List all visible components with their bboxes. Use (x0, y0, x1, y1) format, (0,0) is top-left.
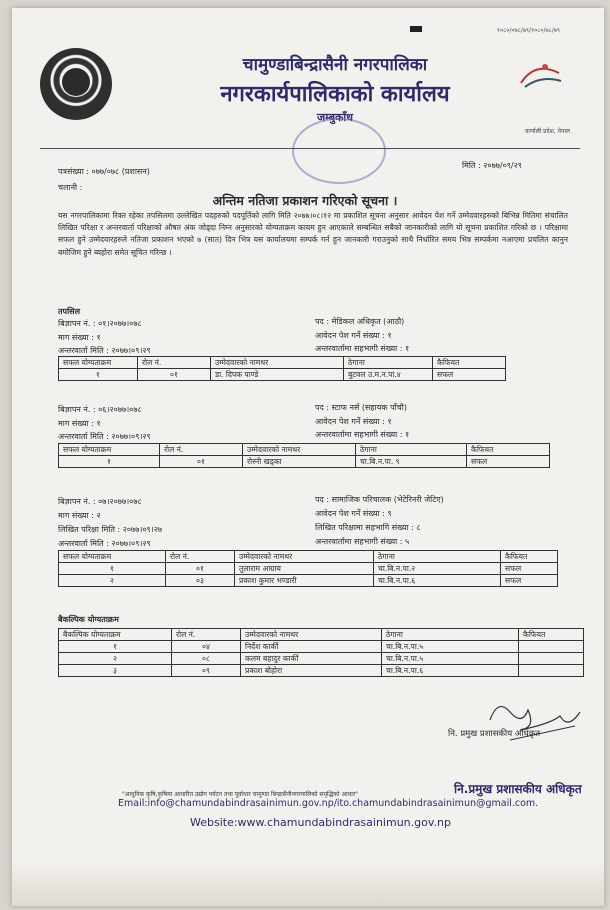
cell-rank: २ (59, 653, 172, 665)
post1-applicants: आवेदन पेश गर्ने संख्या : १ (315, 331, 392, 340)
cell-roll: ०३ (166, 575, 235, 587)
notice-body: यस नगरपालिकामा रिक्त रहेका तपसिलमा उल्लेखित पदहरुको पदपूर्तिको लागि मिति २०७७।०८।१२ मा प्रकाशित सूचना अनुसार आवेदन पेश गर्ने उम्मेदवारहरुको बिभिन्न मितिमा संचालित लिखित परिक्षा र अन्तरवार्ता परिक्षाको औषत अंक जोड्दा निम्न अनुसारको योग्यताक्रम कायम हुन आएकाले सम्बन्धित सबैको जानकारीको लागि यो सूचना प्रकाशित गरिको छ । परिक्षामा सफल हुने उम्मेदवारहरुले नतिजा प्रकाशन भएको ७ (सात) दिन भित्र यस कार्यालयमा सम्पर्क गर्न हुन जानकारी गराउनुको साथै निर्धारित समय भित्र सम्पर्कमा नआएमा प्रचलित कानुन बमोजिम हुने ब्यहोरा समेत सूचित गरिन्छ । (58, 211, 568, 257)
cell-remarks (519, 665, 584, 677)
cell-name: कलम बहादुर कार्की (241, 653, 382, 665)
col-rank: सफल योग्यताक्रम (59, 551, 166, 563)
col-address: ठेगाना (382, 629, 519, 641)
footer-slogan: "आधुनिक कृषि,कृषिमा आधारित उद्योग पर्यटन तथा पूर्वाधार चामुण्डा बिन्द्रासैनीनगरपालिको समृद्धिको आधार" (122, 791, 359, 798)
col-remarks: कैफियत (519, 629, 584, 641)
post3-post: पद : सामाजिक परिचालक (भेटेरिनरी जेटिए) (315, 495, 444, 504)
post3-applicants: आवेदन पेश गर्ने संख्या : ९ (315, 509, 392, 518)
footer-signatory: नि.प्रमुख प्रशासकीय अधिकृत (454, 782, 582, 796)
cell-name: प्रकाश बोहोरा (241, 665, 382, 677)
signatory-title: नि. प्रमुख प्रशासकीय अधिकृत (448, 729, 541, 739)
cell-name: प्रकाश कुमार भण्डारी (235, 575, 374, 587)
post3-adv-no: बिज्ञापन नं. : ०७।२०७७।०७८ (58, 497, 142, 506)
cell-address: चा.बि.न.पा.६ (382, 665, 519, 677)
cell-remarks: सफल (501, 575, 558, 587)
footer-email: Email:info@chamundabindrasainimun.gov.np/ito.chamundabindrasainimun@gmail.com. (118, 798, 539, 809)
cell-remarks (519, 641, 584, 653)
municipality-name: चामुण्डाबिन्द्रासैनी नगरपालिका (242, 55, 428, 75)
col-roll: रोल नं. (172, 629, 241, 641)
footer-website: Website:www.chamundabindrasainimun.gov.np (190, 816, 451, 829)
cell-roll: ०१ (138, 369, 211, 381)
col-name: उम्मेदवारको नामथर (241, 629, 382, 641)
post3-demand: माग संख्या : २ (58, 511, 101, 520)
table-header-row (59, 629, 584, 641)
post1-interview-date: अन्तरवार्ता मिति : २०७७।०९।२९ (58, 346, 151, 355)
letter-date: मिति : २०७७/०९/२९ (462, 161, 522, 170)
post2-adv-no: बिज्ञापन नं. : ०६।२०७७।०७८ (58, 405, 142, 414)
cell-name: रोस्नी खड्का (243, 456, 356, 468)
notice-title: अन्तिम नतिजा प्रकाशन गरिएको सूचना । (212, 193, 398, 208)
cell-roll: ०१ (160, 456, 243, 468)
alternate-list-heading: बैकल्पिक योग्यताक्रम (58, 615, 119, 624)
post2-participants: अन्तरवार्तामा सहभागी संख्या : १ (315, 430, 410, 439)
post2-results-table (58, 443, 550, 468)
col-remarks: कैफियत (433, 357, 506, 369)
cell-address: चा.बि.न.पा.५ (382, 641, 519, 653)
col-roll: रोल नं. (160, 444, 243, 456)
post1-results-table (58, 356, 506, 381)
post2-applicants: आवेदन पेश गर्ने संख्या : १ (315, 417, 392, 426)
col-rank: बैकल्पिक योग्यताक्रम (59, 629, 172, 641)
table-row (59, 563, 558, 575)
cell-name: तुलाराम आग्राय (235, 563, 374, 575)
post3-participants: अन्तरवार्तामा सहभागी संख्या : ५ (315, 537, 410, 546)
cell-remarks: सफल (467, 456, 550, 468)
cell-roll: ०८ (172, 653, 241, 665)
col-rank: सफल योग्यताक्रम (59, 444, 160, 456)
post1-adv-no: बिज्ञापन नं. : ०१।२०७७।०७८ (58, 319, 142, 328)
col-name: उम्मेदवारको नामथर (211, 357, 344, 369)
cell-address: चा.बि.न.पा. ९ (356, 456, 467, 468)
table-row (59, 369, 506, 381)
cell-roll: ०४ (172, 641, 241, 653)
cell-remarks (519, 653, 584, 665)
post1-demand: माग संख्या : १ (58, 333, 101, 342)
cell-address: चा.बि.न.पा.५ (382, 653, 519, 665)
post3-interview-date: अन्तरवार्ता मिति : २०७७।०९।२९ (58, 539, 151, 548)
cell-name: निर्देश कार्की (241, 641, 382, 653)
col-remarks: कैफियत (501, 551, 558, 563)
cell-name: डा. दिपक पाण्डे (211, 369, 344, 381)
cell-roll: ०९ (172, 665, 241, 677)
cell-rank: ३ (59, 665, 172, 677)
col-name: उम्मेदवारको नामथर (235, 551, 374, 563)
dispatch-number: चलानी : (58, 183, 83, 192)
col-roll: रोल नं. (138, 357, 211, 369)
col-rank: सफल योग्यताक्रम (59, 357, 138, 369)
table-row (59, 456, 550, 468)
cell-address: बुटवल उ.म.न.पा.४ (344, 369, 433, 381)
cell-remarks: सफल (433, 369, 506, 381)
office-location: जम्बुकाँध (316, 111, 354, 124)
table-row (59, 575, 558, 587)
table-header-row (59, 357, 506, 369)
office-name: नगरकार्यपालिकाको कार्यालय (220, 82, 450, 107)
col-name: उम्मेदवारको नामथर (243, 444, 356, 456)
post3-results-table (58, 550, 558, 587)
table-header-row (59, 551, 558, 563)
post2-post: पद : स्टाफ नर्स (सहायक पाँचौ) (315, 403, 407, 412)
reference-number: पत्रसंख्या : ०७७/०७८ (प्रशासन) (58, 167, 150, 176)
post1-participants: अन्तरवार्तामा सहभागी संख्या : १ (315, 344, 410, 353)
table-row (59, 653, 584, 665)
header-divider (40, 148, 580, 149)
page-bottom-shadow (12, 860, 604, 906)
cell-remarks: सफल (501, 563, 558, 575)
cell-roll: ०१ (166, 563, 235, 575)
table-header-row (59, 444, 550, 456)
col-remarks: कैफियत (467, 444, 550, 456)
cell-address: चा.बि.न.पा.२ (374, 563, 501, 575)
office-stamp-icon (292, 118, 386, 184)
cell-rank: १ (59, 563, 166, 575)
province-text: कर्णाली प्रदेश, नेपाल (525, 128, 570, 135)
header-ref-number: १०८०/०७८/७९/१०८०/७८/७९ (496, 27, 560, 34)
cell-rank: १ (59, 456, 160, 468)
post1-post: पद : मेडिकल अधिकृत (आठौ) (315, 317, 405, 326)
post3-written-date: लिखित परिक्षा मिति : २०७७।०९।२७ (58, 525, 163, 534)
post2-demand: माग संख्या : १ (58, 419, 101, 428)
emblem-center-icon (62, 68, 90, 96)
cell-rank: १ (59, 369, 138, 381)
table-row (59, 665, 584, 677)
post3-written-participants: लिखित परिक्षामा सहभागि संख्या : ८ (315, 523, 421, 532)
alternate-results-table (58, 628, 584, 677)
table-row (59, 641, 584, 653)
post2-interview-date: अन्तरवार्ता मिति : २०७७।०९।२९ (58, 432, 151, 441)
cell-rank: २ (59, 575, 166, 587)
col-roll: रोल नं. (166, 551, 235, 563)
cell-rank: १ (59, 641, 172, 653)
col-address: ठेगाना (344, 357, 433, 369)
visit-nepal-logo-icon (515, 55, 565, 95)
details-heading: तपसिल (58, 307, 81, 316)
col-address: ठेगाना (374, 551, 501, 563)
cell-address: चा.बि.न.पा.६ (374, 575, 501, 587)
handwritten-signature-icon (480, 690, 590, 750)
col-address: ठेगाना (356, 444, 467, 456)
